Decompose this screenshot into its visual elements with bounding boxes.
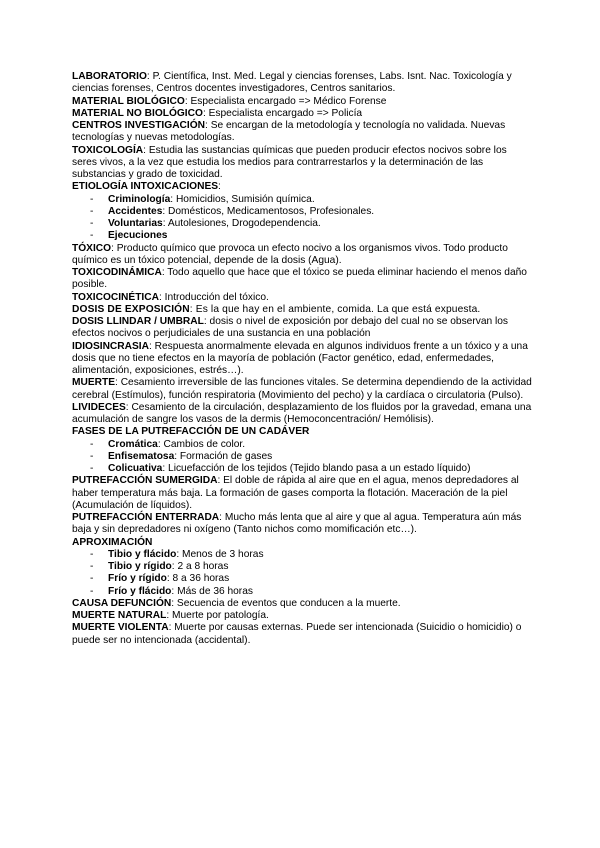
term: TOXICOCINÉTICA [72, 291, 159, 303]
entry-putrefaccion-sumergida: PUTREFACCIÓN SUMERGIDA: El doble de rápida al aire que en el agua, menos depredadores al haber temperatura más baja. La formación de gases comporta la flotación. Maceración de la piel (Acumulación de líquidos). [72, 475, 519, 511]
term: Frío y flácido [108, 585, 172, 597]
definition: Autolesiones, Drogodependencia. [167, 218, 321, 229]
definition: 8 a 36 horas [172, 573, 230, 585]
term: PUTREFACCIÓN SUMERGIDA [72, 475, 218, 487]
definition: Cesamiento irreversible de las funciones vitales. Se determina dependiendo de la actividad cerebral (Estímulos), función respiratoria (Movimiento del pecho) y la cardíaca o circulatoria (Pulso). [72, 377, 532, 401]
heading: FASES DE LA PUTREFACCIÓN DE UN CADÁVER [72, 426, 310, 438]
definition: Producto químico que provoca un efecto nocivo a los organismos vivos. Todo producto químico es un tóxico potencial, depende de la dosis (Agua). [72, 242, 508, 266]
definition: Especialista encargado => Médico Forense [190, 95, 387, 107]
term: TOXICOLOGÍA [72, 144, 144, 156]
term: Frío y rígido [108, 573, 167, 585]
definition: Introducción del tóxico. [164, 291, 269, 303]
term: LIVIDECES [72, 401, 126, 413]
term: Colicuativa [108, 463, 163, 474]
section-heading-aproximacion [72, 537, 532, 549]
heading: ETIOLOGÍA INTOXICACIONES [72, 181, 219, 193]
entry-toxicodinamica: TOXICODINÁMICA: Todo aquello que hace que el tóxico se pueda eliminar haciendo el menos daño posible. [72, 267, 527, 291]
entry-material-biologico: MATERIAL BIOLÓGICO: Especialista encargado => Médico Forense [72, 95, 387, 107]
term: Criminología [108, 193, 171, 205]
definition: Especialista encargado => Policía [208, 107, 363, 119]
section-heading-fases [72, 426, 532, 438]
term: Tibio y rígido [108, 561, 172, 572]
term: DOSIS DE EXPOSICIÓN [72, 303, 190, 315]
definition: Todo aquello que hace que el tóxico se pueda eliminar haciendo el menos daño posible. [72, 267, 527, 291]
entry-muerte-violenta: MUERTE VIOLENTA: Muerte por causas externas. Puede ser intencionada (Suicidio o homicidio) o puede ser no intencionada (accidental). [72, 622, 522, 646]
definition: Cambios de color. [163, 438, 246, 450]
list-item: - Accidentes: Domésticos, Medicamentosos, Profesionales. [72, 206, 532, 218]
entry-muerte-natural: MUERTE NATURAL: Muerte por patología. [72, 610, 269, 621]
section-heading-etiologia: ETIOLOGÍA INTOXICACIONES: [72, 181, 221, 193]
entry-material-no-biologico: MATERIAL NO BIOLÓGICO: Especialista encargado => Policía [72, 107, 363, 119]
definition: Cesamiento de la circulación, desplazamiento de los fluidos por la gravedad, emana una acumulación de sangre los vasos de la dermis (Hemoconcentración/ Hemólisis). [72, 401, 532, 425]
heading: APROXIMACIÓN [72, 536, 153, 548]
list-item [72, 230, 532, 242]
term: Accidentes [108, 205, 163, 217]
entry-livideces: LIVIDECES: Cesamiento de la circulación, desplazamiento de los fluidos por la gravedad, emana una acumulación de sangre los vasos de la dermis (Hemoconcentración/ Hemólisis). [72, 401, 532, 425]
definition: Respuesta anormalmente elevada en algunos individuos frente a un tóxico y a una dosis que no tiene efectos en la mayoría de población (Factor genético, edad, enfermedades, alimentación, exposiciones, estrés…). [72, 340, 528, 376]
entry-laboratorio: LABORATORIO: P. Científica, Inst. Med. Legal y ciencias forenses, Labs. Isnt. Nac. Toxicología y ciencias forenses, Centros docentes investigadores, Centros sanitarios. [72, 71, 512, 95]
entry-idiosincrasia: IDIOSINCRASIA: Respuesta anormalmente elevada en algunos individuos frente a un tóxico y a una dosis que no tiene efectos en la mayoría de población (Factor genético, edad, enfermedades, alimentación, exposiciones, estrés…). [72, 340, 528, 376]
term: Ejecuciones [108, 230, 168, 242]
list-item: - Frío y flácido: Más de 36 horas [72, 586, 532, 598]
definition: Mucho más lenta que al aire y que al agua. Temperatura aún más baja y sin depredadores ni oxígeno (Tanto nichos como momificación etc…). [72, 512, 522, 536]
entry-putrefaccion-enterrada: PUTREFACCIÓN ENTERRADA: Mucho más lenta que al aire y que al agua. Temperatura aún más baja y sin depredadores ni oxígeno (Tanto nichos como momificación etc…). [72, 512, 522, 536]
term: CENTROS INVESTIGACIÓN [72, 120, 206, 131]
term: MUERTE [72, 377, 116, 389]
document-page [72, 71, 532, 647]
term: MUERTE VIOLENTA [72, 622, 169, 634]
term: MUERTE NATURAL [72, 610, 167, 621]
term: TOXICODINÁMICA [72, 267, 162, 278]
definition: Muerte por patología. [172, 610, 269, 621]
term: IDIOSINCRASIA [72, 340, 149, 352]
term: Tibio y flácido [108, 548, 177, 560]
definition: Es la que hay en el ambiente, comida. La que está expuesta. [195, 303, 481, 315]
entry-dosis-umbral: DOSIS LLINDAR / UMBRAL: dosis o nivel de exposición por debajo del cual no se observan los efectos nocivos o perjudiciales de una sustancia en una población [72, 316, 509, 340]
entry-dosis-exposicion: DOSIS DE EXPOSICIÓN: Es la que hay en el ambiente, comida. La que está expuesta. [72, 303, 481, 315]
list-item: - Tibio y flácido: Menos de 3 horas [72, 549, 532, 561]
list-item: - Criminología: Homicidios, Sumisión química. [72, 194, 532, 206]
term: PUTREFACCIÓN ENTERRADA [72, 512, 220, 523]
list-item: - Tibio y rígido: 2 a 8 horas [72, 561, 532, 573]
list-item: - Colicuativa: Licuefacción de los tejidos (Tejido blando pasa a un estado líquido) [72, 463, 532, 475]
definition: Formación de gases [179, 450, 273, 462]
definition: Más de 36 horas [177, 585, 253, 597]
definition: P. Científica, Inst. Med. Legal y ciencias forenses, Labs. Isnt. Nac. Toxicología y ciencias forenses, Centros docentes investigadores, Centros sanitarios. [72, 71, 512, 95]
definition: El doble de rápida al aire que en el agua, menos depredadores al haber temperatura más baja. La formación de gases comporta la flotación. Maceración de la piel (Acumulación de líquidos). [72, 475, 519, 511]
term: Enfisematosa [108, 450, 175, 462]
definition: Secuencia de eventos que conducen a la muerte. [176, 597, 401, 609]
term: TÓXICO [72, 242, 112, 254]
definition: Se encargan de la metodología y tecnología no validada. Nuevas tecnologías y nuevas metodologías. [72, 120, 506, 144]
entry-toxicocinetica: TOXICOCINÉTICA: Introducción del tóxico. [72, 291, 269, 303]
term: Voluntarias [108, 218, 163, 229]
definition: Licuefacción de los tejidos (Tejido blando pasa a un estado líquido) [168, 463, 471, 474]
entry-causa-defuncion: CAUSA DEFUNCIÓN: Secuencia de eventos que conducen a la muerte. [72, 597, 401, 609]
term: DOSIS LLINDAR / UMBRAL [72, 316, 204, 327]
list-item: - Voluntarias: Autolesiones, Drogodependencia. [72, 218, 532, 230]
term: Cromática [108, 438, 158, 450]
definition: Homicidios, Sumisión química. [175, 193, 315, 205]
aproximacion-list [72, 549, 532, 598]
entry-toxicologia: TOXICOLOGÍA: Estudia las sustancias químicas que pueden producir efectos nocivos sobre los seres vivos, a la vez que estudia los medios para contrarrestarlos y la determinación de las substancias y grado de toxicidad. [72, 144, 507, 180]
definition: Domésticos, Medicamentosos, Profesionales. [168, 205, 375, 217]
term: MATERIAL NO BIOLÓGICO [72, 107, 203, 119]
term: LABORATORIO [72, 71, 147, 82]
term: CAUSA DEFUNCIÓN [72, 597, 172, 609]
term: MATERIAL BIOLÓGICO [72, 95, 185, 107]
definition: 2 a 8 horas [177, 561, 229, 572]
list-item: - Enfisematosa: Formación de gases [72, 451, 532, 463]
entry-toxico: TÓXICO: Producto químico que provoca un efecto nocivo a los organismos vivos. Todo producto químico es un tóxico potencial, depende de la dosis (Agua). [72, 242, 508, 266]
fases-list [72, 439, 532, 476]
definition: Muerte por causas externas. Puede ser intencionada (Suicidio o homicidio) o puede ser no intencionada (accidental). [72, 622, 522, 646]
definition: Menos de 3 horas [181, 548, 264, 560]
definition: dosis o nivel de exposición por debajo del cual no se observan los efectos nocivos o perjudiciales de una sustancia en una población [72, 316, 509, 340]
entry-muerte: MUERTE: Cesamiento irreversible de las funciones vitales. Se determina dependiendo de la actividad cerebral (Estímulos), función respiratoria (Movimiento del pecho) y la cardíaca o circulatoria (Pulso). [72, 377, 532, 401]
entry-centros-investigacion: CENTROS INVESTIGACIÓN: Se encargan de la metodología y tecnología no validada. Nuevas tecnologías y nuevas metodologías. [72, 120, 506, 144]
definition: Estudia las sustancias químicas que pueden producir efectos nocivos sobre los seres vivos, a la vez que estudia los medios para contrarrestarlos y la determinación de las substancias y grado de toxicidad. [72, 144, 507, 180]
list-item: - Frío y rígido: 8 a 36 horas [72, 573, 532, 585]
list-item: - Cromática: Cambios de color. [72, 439, 532, 451]
etiologia-list [72, 194, 532, 243]
